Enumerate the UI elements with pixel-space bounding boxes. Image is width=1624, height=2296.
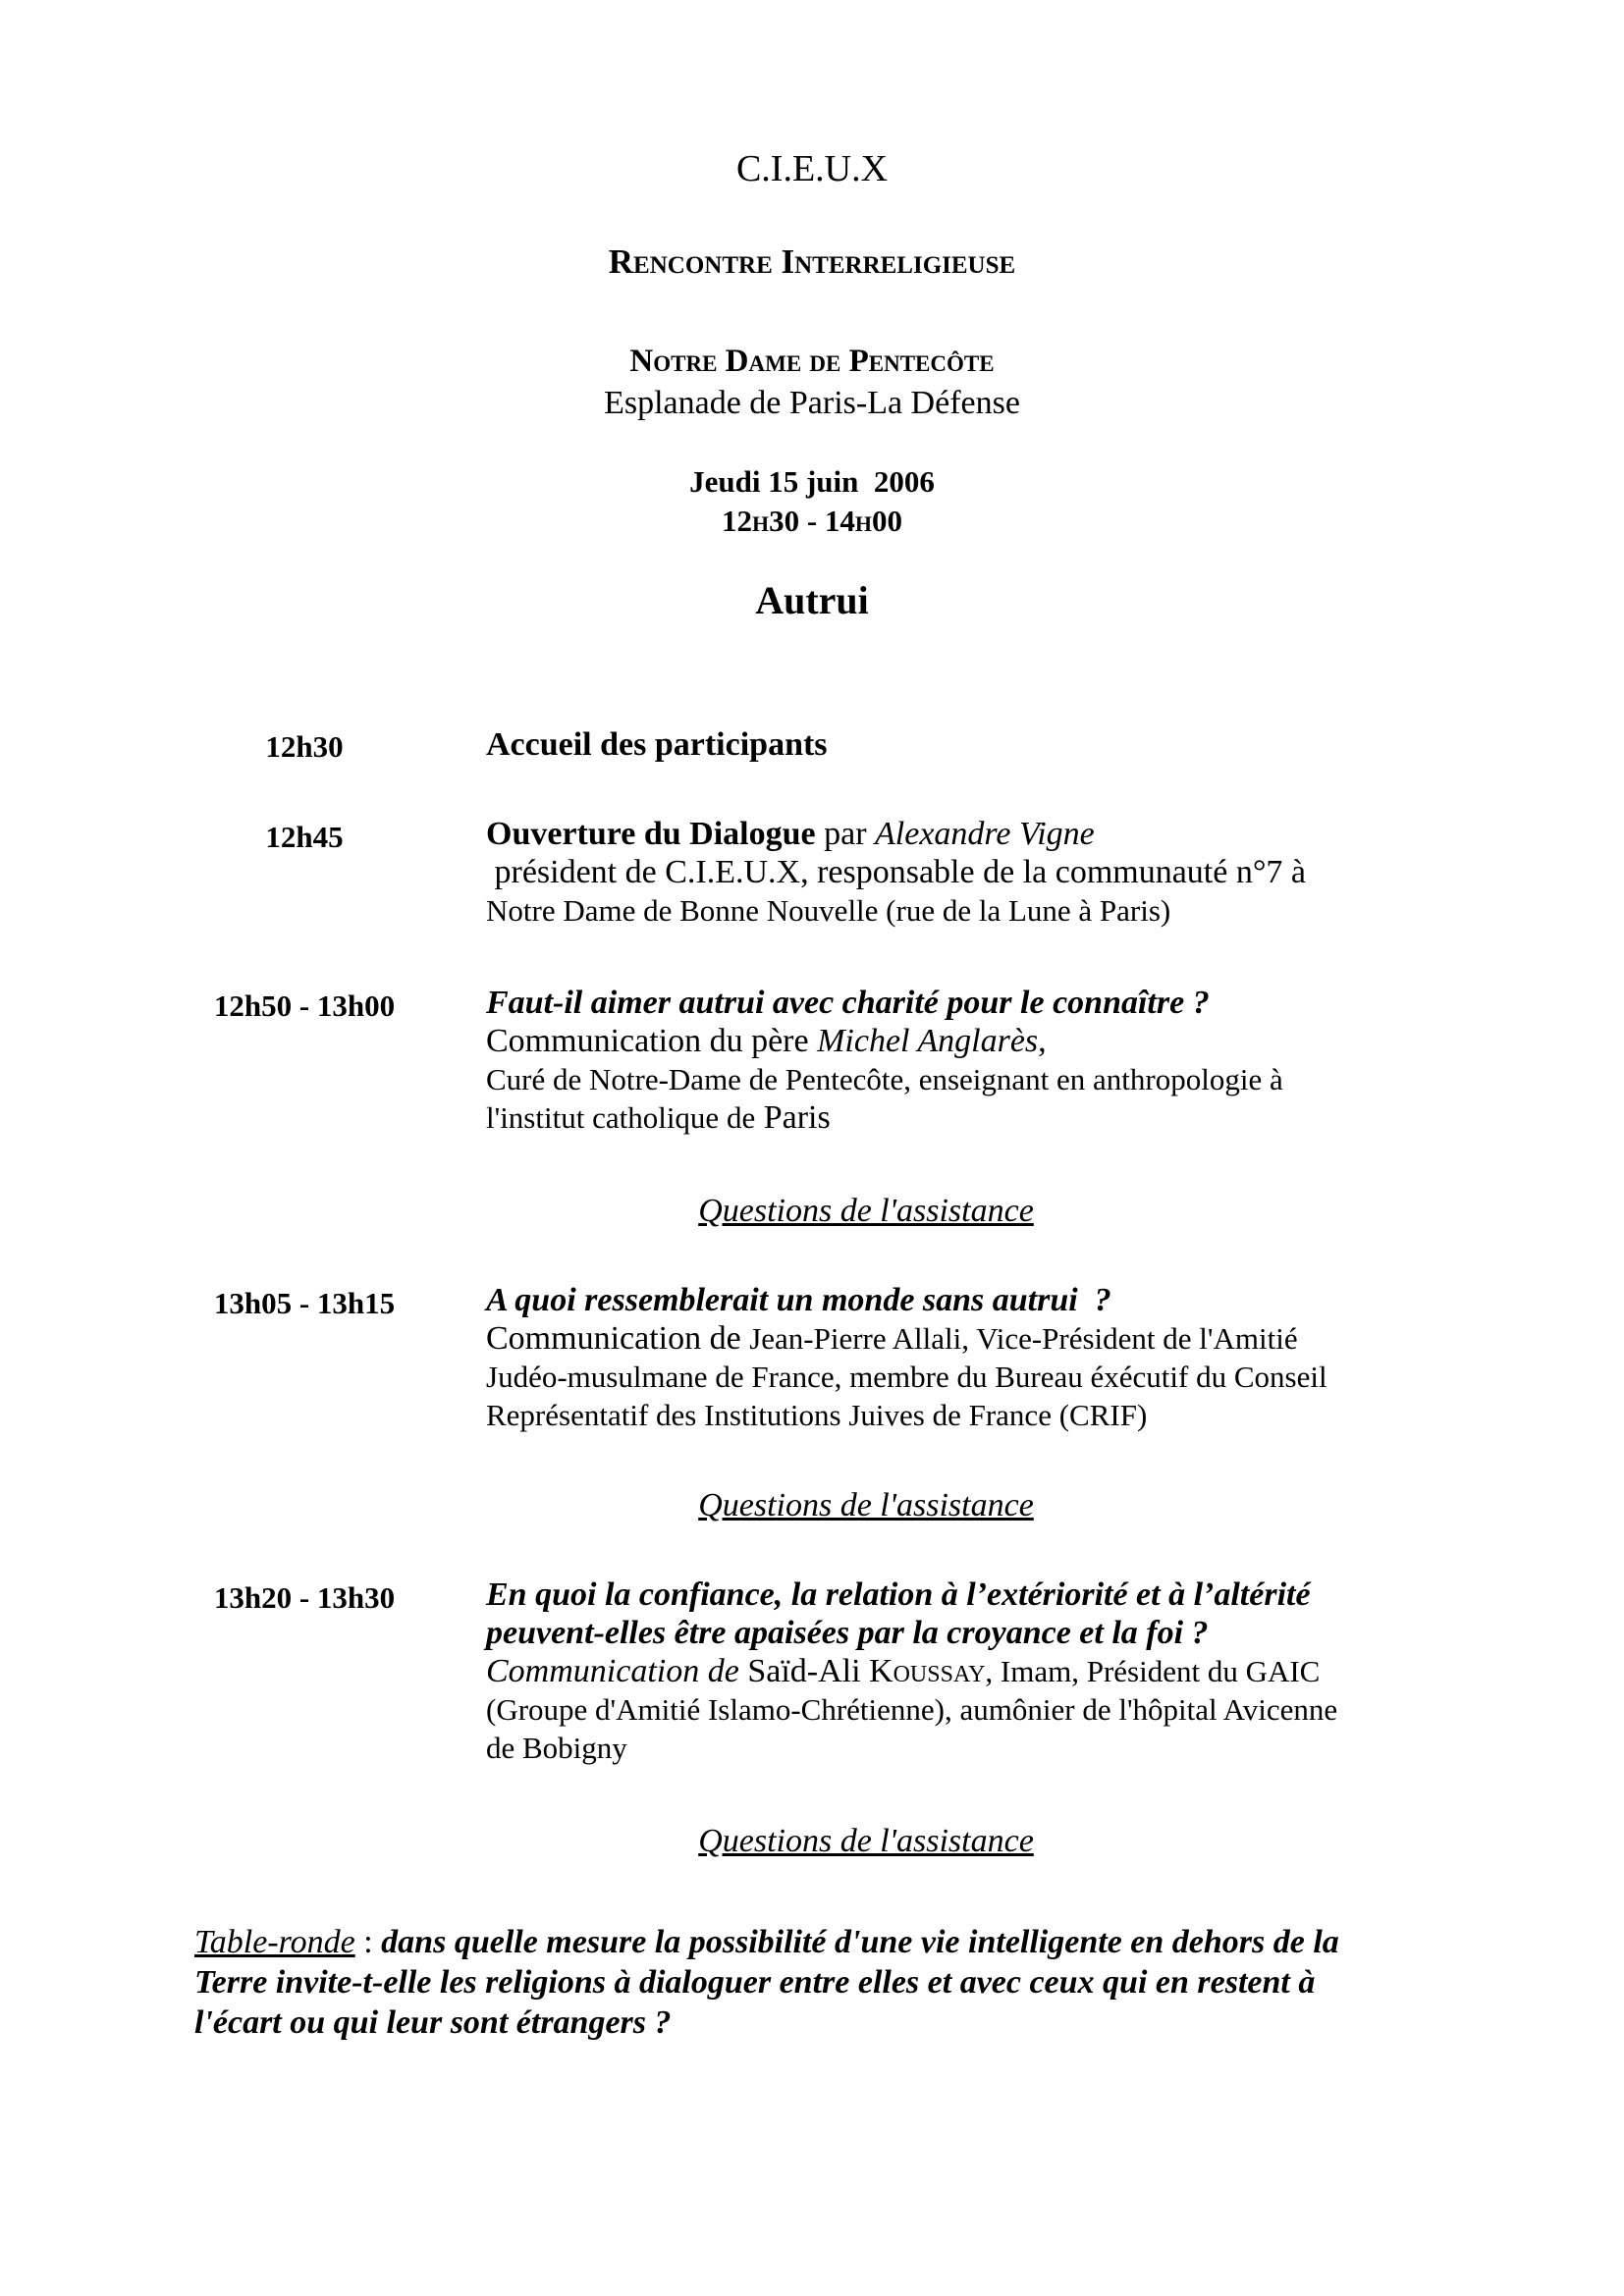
speaker-role: de Bobigny <box>486 1731 627 1765</box>
questions-label: Questions de l'assistance <box>698 1193 1034 1229</box>
separator: : <box>354 1924 382 1960</box>
round-table-label: Table-ronde <box>194 1924 355 1960</box>
session-title: En quoi la confiance, la relation à l’extériorité et à l’altérité <box>486 1576 1311 1613</box>
speaker-name: Michel Anglarès <box>817 1023 1039 1059</box>
session-block <box>486 1575 1468 1767</box>
round-table-question-cont: Terre invite-t-elle les religions à dialoguer entre elles et avec ceux qui en restent à <box>194 1964 1316 2001</box>
event-date: Jeudi 15 juin 2006 <box>689 464 935 499</box>
session-title: Faut-il aimer autrui avec charité pour le connaître ? <box>486 985 1210 1021</box>
speaker-role: président de C.I.E.U.X, responsable de la communauté n°7 à <box>486 854 1307 890</box>
session-time: 12h30 <box>265 729 344 764</box>
session-time: 12h45 <box>265 820 344 854</box>
round-table-question-cont: l'écart ou qui leur sont étrangers ? <box>194 2004 672 2041</box>
questions-label: Questions de l'assistance <box>698 1823 1034 1859</box>
session-time: 13h20 - 13h30 <box>213 1580 396 1615</box>
session-title: Ouverture du Dialogue <box>486 816 816 852</box>
questions-label: Questions de l'assistance <box>698 1487 1034 1523</box>
event-theme: Autrui <box>755 578 869 622</box>
session-block <box>486 1281 1468 1434</box>
speaker-role: , Imam, Président du GAIC <box>985 1654 1321 1688</box>
speaker-role: Judéo-musulmane de France, membre du Bureau éxécutif du Conseil <box>486 1360 1327 1394</box>
session-block <box>486 984 1468 1137</box>
speaker-last-name: Koussay <box>869 1653 986 1689</box>
session-title: A quoi ressemblerait un monde sans autrui ? <box>486 1282 1111 1318</box>
venue-name: Notre Dame de Pentecôte <box>629 344 995 379</box>
org-name: C.I.E.U.X <box>735 148 889 189</box>
round-table <box>194 1922 1500 2043</box>
by-word: par <box>824 816 867 852</box>
speaker-role: Représentatif des Institutions Juives de France (CRIF) <box>486 1398 1148 1432</box>
session-time: 12h50 - 13h00 <box>213 988 396 1023</box>
speaker-parish: Notre Dame de Bonne Nouvelle (rue de la Lune à Paris) <box>486 893 1171 928</box>
session-title: Accueil des participants <box>486 726 828 763</box>
communication-prefix: Communication du père <box>486 1023 809 1059</box>
event-time-range: 12h30 - 14h00 <box>721 504 903 538</box>
round-table-question: dans quelle mesure la possibilité d'une vie intelligente en dehors de la <box>381 1924 1339 1960</box>
communication-prefix: Communication de <box>486 1320 741 1357</box>
event-title: Rencontre Interreligieuse <box>608 242 1016 281</box>
speaker-details: Jean-Pierre Allali, Vice-Président de l'Amitié <box>749 1321 1298 1356</box>
session-title-cont: peuvent-elles être apaisées par la croyance et la foi ? <box>486 1615 1209 1651</box>
session-block <box>486 815 1468 930</box>
speaker-name: Alexandre Vigne <box>875 816 1095 852</box>
speaker-first-name: Saïd-Ali <box>747 1653 861 1689</box>
city: Paris <box>763 1099 831 1136</box>
communication-prefix: Communication de <box>486 1653 739 1689</box>
speaker-institution: l'institut catholique de <box>486 1100 756 1135</box>
session-time: 13h05 - 13h15 <box>213 1286 396 1320</box>
punctuation: , <box>1038 1023 1047 1059</box>
venue-address: Esplanade de Paris-La Défense <box>604 385 1020 421</box>
speaker-role: (Groupe d'Amitié Islamo-Chrétienne), aumônier de l'hôpital Avicenne <box>486 1692 1338 1727</box>
speaker-role: Curé de Notre-Dame de Pentecôte, enseignant en anthropologie à <box>486 1062 1283 1096</box>
